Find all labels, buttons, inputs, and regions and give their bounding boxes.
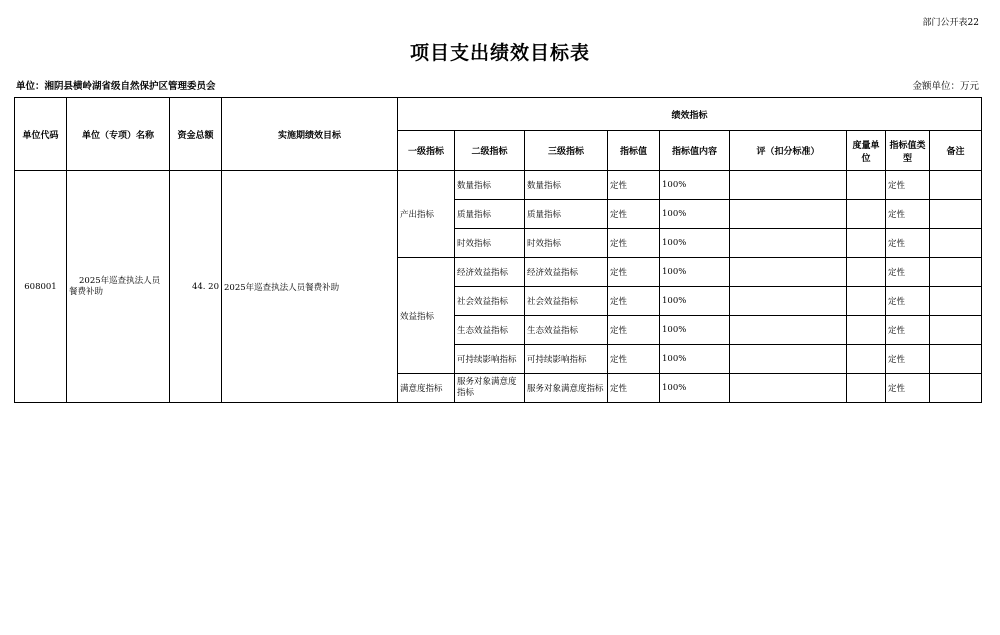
value-cell: 定性 <box>608 258 660 287</box>
header-project-name: 单位（专项）名称 <box>67 98 170 171</box>
header-level2: 二级指标 <box>455 131 525 171</box>
header-remark: 备注 <box>930 131 982 171</box>
value-cell: 定性 <box>608 200 660 229</box>
header-indicators: 绩效指标 <box>398 98 982 131</box>
level3-cell: 服务对象满意度指标 <box>525 374 608 403</box>
measure-unit-cell <box>847 374 886 403</box>
level3-cell: 数量指标 <box>525 171 608 200</box>
value-content-cell: 100% <box>660 316 730 345</box>
remark-cell <box>930 287 982 316</box>
header-value: 指标值 <box>608 131 660 171</box>
score-cell <box>730 258 847 287</box>
level2-cell: 社会效益指标 <box>455 287 525 316</box>
value-content-cell: 100% <box>660 258 730 287</box>
measure-unit-cell <box>847 200 886 229</box>
value-type-cell: 定性 <box>886 171 930 200</box>
level3-cell: 生态效益指标 <box>525 316 608 345</box>
value-cell: 定性 <box>608 171 660 200</box>
value-type-cell: 定性 <box>886 345 930 374</box>
level2-cell: 数量指标 <box>455 171 525 200</box>
value-type-cell: 定性 <box>886 287 930 316</box>
header-level3: 三级指标 <box>525 131 608 171</box>
value-content-cell: 100% <box>660 287 730 316</box>
value-cell: 定性 <box>608 287 660 316</box>
value-type-cell: 定性 <box>886 374 930 403</box>
score-cell <box>730 287 847 316</box>
level2-cell: 时效指标 <box>455 229 525 258</box>
value-cell: 定性 <box>608 345 660 374</box>
remark-cell <box>930 171 982 200</box>
value-cell: 定性 <box>608 229 660 258</box>
value-cell: 定性 <box>608 374 660 403</box>
measure-unit-cell <box>847 258 886 287</box>
form-number: 部门公开表22 <box>922 18 979 28</box>
unit-label: 单位：湘阴县横岭湖省级自然保护区管理委员会 <box>16 81 216 92</box>
header-goal: 实施期绩效目标 <box>222 98 398 171</box>
value-cell: 定性 <box>608 316 660 345</box>
group-satisfaction: 满意度指标 <box>398 374 455 403</box>
performance-goals-table <box>14 97 982 403</box>
measure-unit-cell <box>847 287 886 316</box>
group-output: 产出指标 <box>398 171 455 258</box>
value-type-cell: 定性 <box>886 200 930 229</box>
group-benefit: 效益指标 <box>398 258 455 374</box>
header-unit-code: 单位代码 <box>15 98 67 171</box>
remark-cell <box>930 374 982 403</box>
level2-cell: 经济效益指标 <box>455 258 525 287</box>
remark-cell <box>930 316 982 345</box>
measure-unit-cell <box>847 316 886 345</box>
total-funds-cell: 44. 20 <box>170 171 222 403</box>
header-value-content: 指标值内容 <box>660 131 730 171</box>
measure-unit-cell <box>847 229 886 258</box>
score-cell <box>730 374 847 403</box>
level3-cell: 社会效益指标 <box>525 287 608 316</box>
header-value-type: 指标值类型 <box>886 131 930 171</box>
remark-cell <box>930 229 982 258</box>
score-cell <box>730 345 847 374</box>
value-content-cell: 100% <box>660 345 730 374</box>
remark-cell <box>930 258 982 287</box>
level3-cell: 可持续影响指标 <box>525 345 608 374</box>
level3-cell: 时效指标 <box>525 229 608 258</box>
table-row <box>15 171 982 200</box>
project-name-cell: 2025年巡查执法人员餐费补助 <box>67 171 170 403</box>
amount-unit-label: 金额单位：万元 <box>912 81 979 92</box>
remark-cell <box>930 345 982 374</box>
score-cell <box>730 200 847 229</box>
goal-cell: 2025年巡查执法人员餐费补助 <box>222 171 398 403</box>
level2-cell: 服务对象满意度指标 <box>455 374 525 403</box>
score-cell <box>730 316 847 345</box>
remark-cell <box>930 200 982 229</box>
header-score: 评（扣分标准） <box>730 131 847 171</box>
level2-cell: 生态效益指标 <box>455 316 525 345</box>
measure-unit-cell <box>847 345 886 374</box>
level2-cell: 可持续影响指标 <box>455 345 525 374</box>
page-title: 项目支出绩效目标表 <box>409 42 590 64</box>
measure-unit-cell <box>847 171 886 200</box>
level2-cell: 质量指标 <box>455 200 525 229</box>
header-measure-unit: 度量单位 <box>847 131 886 171</box>
value-type-cell: 定性 <box>886 316 930 345</box>
header-level1: 一级指标 <box>398 131 455 171</box>
value-type-cell: 定性 <box>886 229 930 258</box>
value-content-cell: 100% <box>660 171 730 200</box>
score-cell <box>730 171 847 200</box>
value-content-cell: 100% <box>660 200 730 229</box>
score-cell <box>730 229 847 258</box>
level3-cell: 经济效益指标 <box>525 258 608 287</box>
value-content-cell: 100% <box>660 229 730 258</box>
value-content-cell: 100% <box>660 374 730 403</box>
level3-cell: 质量指标 <box>525 200 608 229</box>
header-total-funds: 资金总额 <box>170 98 222 171</box>
value-type-cell: 定性 <box>886 258 930 287</box>
unit-code-cell: 608001 <box>15 171 67 403</box>
